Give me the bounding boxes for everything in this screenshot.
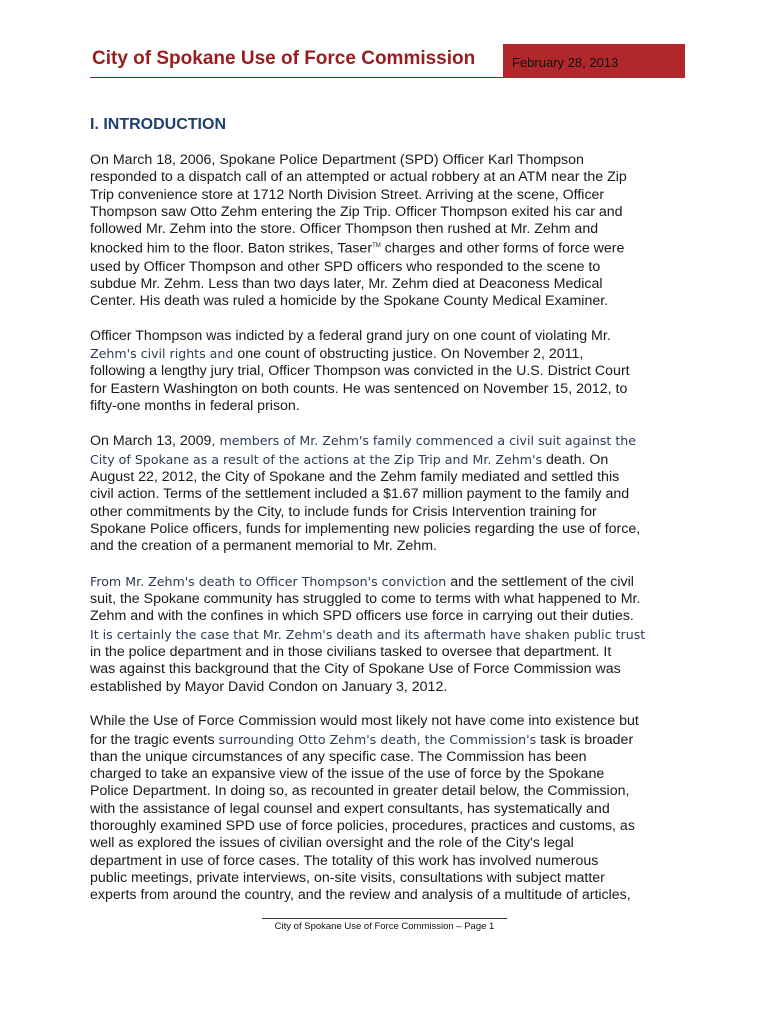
- text-segment: other commitments by the City, to include funds for Crisis Intervention training for: [90, 503, 597, 520]
- text-line: [90, 591, 680, 608]
- text-line: [90, 276, 680, 293]
- text-segment: City of Spokane as a result of the actions at the Zip Trip and Mr. Zehm's: [90, 451, 543, 467]
- text-segment: Spokane Police officers, funds for implementing new policies regarding the use of force,: [90, 520, 641, 537]
- page-header: [90, 44, 685, 78]
- document-body: [90, 152, 680, 922]
- text-segment: department in use of force cases. The totality of this work has involved numerous: [90, 852, 599, 869]
- paragraph: [90, 573, 680, 696]
- text-line: [90, 381, 680, 398]
- paragraph: [90, 713, 680, 904]
- text-segment: On March 13, 2009: [90, 433, 212, 450]
- text-line: [90, 398, 680, 415]
- text-segment: public meetings, private interviews, on-site visits, consultations with subject matter: [90, 869, 605, 886]
- text-line: [90, 801, 680, 818]
- text-line: [90, 363, 680, 380]
- text-segment: experts from around the country, and the review and analysis of a multitude of articles,: [90, 887, 631, 904]
- text-segment: was against this background that the City of Spokane Use of Force Commission was: [90, 661, 621, 678]
- text-segment: used by Officer Thompson and other SPD officers who responded to the scene to: [90, 258, 601, 275]
- text-segment: in the police department and in those civilians tasked to oversee that department. It: [90, 644, 612, 661]
- paragraph: [90, 328, 680, 415]
- text-segment: fifty-one months in federal prison.: [90, 397, 300, 414]
- text-line: [90, 783, 680, 800]
- text-segment: and the settlement of the civil: [446, 573, 634, 590]
- text-segment: Trip convenience store at 1712 North Division Street. Arriving at the scene, Officer: [90, 186, 605, 203]
- text-segment: task is broader: [536, 731, 634, 748]
- text-line: [90, 521, 680, 538]
- text-line: [90, 538, 680, 555]
- text-line: [90, 626, 680, 644]
- text-line: [90, 238, 680, 258]
- text-line: [90, 835, 680, 852]
- text-segment: 's legal: [530, 835, 574, 852]
- text-segment: Zehm's civil rights and: [90, 346, 234, 361]
- text-line: [90, 644, 680, 661]
- footer-rule: [262, 918, 507, 919]
- paragraph: [90, 432, 680, 555]
- text-line: [90, 870, 680, 887]
- text-segment: It is certainly the case that Mr. Zehm's death and its aftermath have shaken public trust: [90, 626, 646, 642]
- text-segment: death. On: [542, 451, 609, 468]
- text-segment: charged to take an expansive view of the issue of the use of force by the Spokane: [90, 766, 605, 783]
- text-segment: established by Mayor David Condon on January 3, 2012.: [90, 678, 448, 695]
- text-segment: than the unique circumstances of any specific case. The Commission has been: [90, 748, 587, 765]
- text-segment: and the creation of a permanent memorial to Mr. Zehm.: [90, 538, 437, 555]
- text-segment: Zehm and with the confines in which SPD officers use force in carrying out their duties.: [90, 608, 634, 625]
- text-line: [90, 293, 680, 310]
- text-segment: responded to a dispatch call of an attempted or actual robbery at an ATM near the Zip: [90, 169, 627, 186]
- header-title: City of Spokane Use of Force Commission: [92, 48, 476, 69]
- text-segment: On March 18, 2006, Spokane Police Department (SPD) Officer Karl Thompson: [90, 152, 584, 168]
- page-footer: City of Spokane Use of Force Commission – Page 1: [274, 921, 495, 932]
- text-line: [90, 713, 680, 730]
- header-date-box: February 28, 2013: [503, 44, 685, 78]
- text-line: [90, 504, 680, 521]
- text-line: [90, 853, 680, 870]
- text-line: [90, 887, 680, 904]
- text-segment: , members of Mr. Zehm's family commenced a civil suit against the: [211, 433, 637, 449]
- text-segment: following a lengthy jury trial, Officer Thompson was convicted in the U.S. District Court: [90, 363, 630, 380]
- text-segment: While the Use of Force Commission would most likely not have come into existence but: [90, 713, 639, 730]
- text-segment: Center. His death was ruled a homicide by the Spokane County Medical Examiner.: [90, 293, 609, 310]
- text-segment: charges and other forms of force were: [380, 241, 625, 258]
- text-segment: civil action. Terms of the settlement included a $1.67 million payment to the family and: [90, 486, 630, 503]
- text-line: [90, 204, 680, 221]
- text-line: [90, 608, 680, 625]
- text-line: [90, 187, 680, 204]
- text-segment: suit, the Spokane community has struggled to come to terms with what happened to Mr.: [90, 591, 641, 608]
- text-line: [90, 169, 680, 186]
- text-line: [90, 766, 680, 783]
- text-segment: subdue Mr. Zehm. Less than two days later, Mr. Zehm died at Deaconess Medical: [90, 275, 603, 292]
- text-segment: followed Mr. Zehm into the store. Officer Thompson then rushed at Mr. Zehm and: [90, 221, 599, 238]
- text-line: [90, 152, 680, 169]
- text-segment: for the tragic events: [90, 731, 219, 748]
- text-segment: August 22, 2012, the City of Spokane and the Zehm family mediated and settled this: [90, 469, 620, 486]
- text-segment: TM: [372, 243, 381, 250]
- text-line: [90, 818, 680, 835]
- text-line: [90, 221, 680, 238]
- text-segment: From Mr. Zehm's death to Officer Thompson's conviction: [90, 573, 447, 589]
- text-segment: with the assistance of legal counsel and expert consultants, has systematically and: [90, 800, 610, 817]
- section-heading: I. INTRODUCTION: [90, 116, 226, 133]
- text-segment: Police Department. In doing so, as recounted in greater detail below, the Commission,: [90, 783, 630, 800]
- text-line: [90, 345, 680, 363]
- header-rule: [90, 77, 503, 78]
- text-segment: thoroughly examined SPD use of force policies, procedures, practices and customs, as: [90, 818, 635, 835]
- text-line: [90, 432, 680, 450]
- text-segment: surrounding Otto Zehm's death, the Commission's: [218, 731, 537, 747]
- text-line: [90, 328, 680, 345]
- text-segment: knocked him to the floor. Baton strikes, Taser: [90, 241, 373, 258]
- text-line: [90, 451, 680, 469]
- text-line: [90, 259, 680, 276]
- text-line: [90, 749, 680, 766]
- text-line: [90, 731, 680, 749]
- text-segment: for Eastern Washington on both counts. He was sentenced on November 15, 2012, to: [90, 380, 628, 397]
- text-line: [90, 679, 680, 696]
- text-line: [90, 661, 680, 678]
- text-line: [90, 486, 680, 503]
- text-line: [90, 573, 680, 591]
- text-segment: Thompson saw Otto Zehm entering the Zip Trip. Officer Thompson exited his car and: [90, 203, 623, 220]
- text-segment: well as explored the issues of civilian oversight and the role of the City: [90, 835, 531, 852]
- paragraph: [90, 152, 680, 310]
- text-segment: Officer Thompson was indicted by a federal grand jury on one count of violating Mr.: [90, 327, 611, 344]
- text-segment: one count of obstructing justice. On November 2, 2011,: [233, 346, 584, 362]
- text-line: [90, 469, 680, 486]
